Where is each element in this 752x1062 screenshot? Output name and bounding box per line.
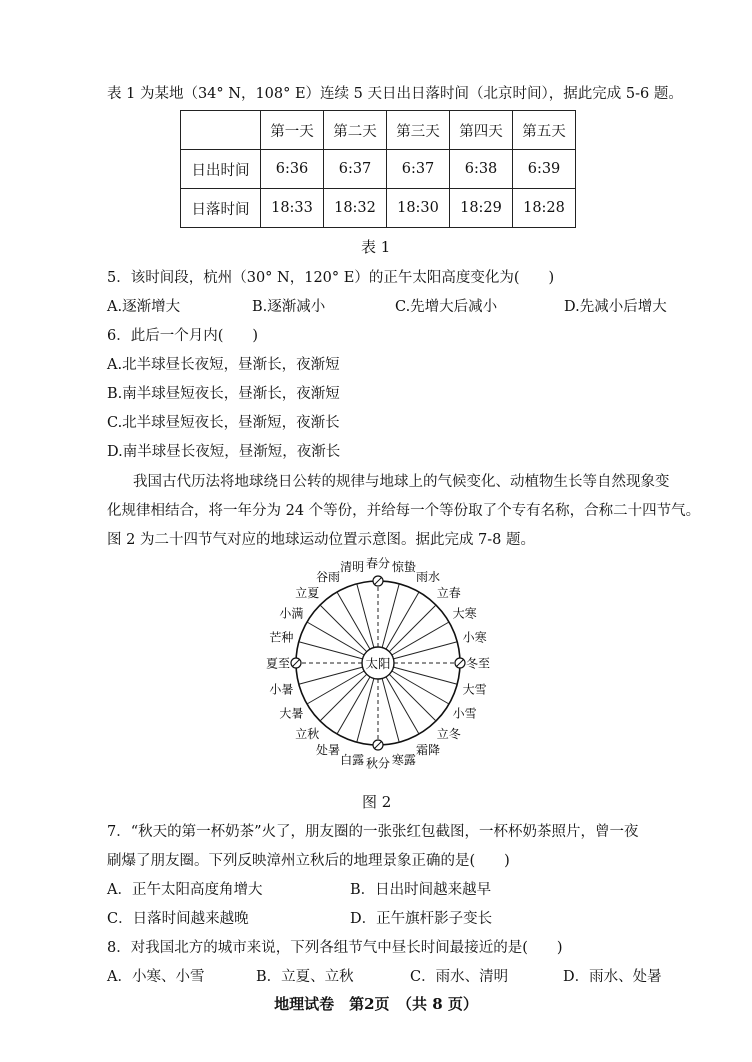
table-cell: 6:36 [261,150,324,189]
solar-terms-diagram [240,555,520,775]
table-row-label: 日落时间 [181,189,261,228]
solar-term-label: 白露 [340,753,365,768]
solar-term-label: 大寒 [452,606,477,621]
solar-term-label: 大雪 [462,682,487,697]
solar-term-label: 寒露 [391,753,416,768]
term-spoke [392,622,449,655]
question-5-option-d: D.先减小后增大 [564,299,667,315]
solar-term-label: 芒种 [269,630,294,645]
sunrise-sunset-table [180,110,576,228]
question-8-option-c: C．雨水、清明 [410,969,509,985]
figure-caption: 图 2 [362,793,392,811]
question-5-option-c: C.先增大后减小 [395,299,498,315]
term-spoke [382,584,399,648]
table-header-cell: 第一天 [261,111,324,150]
solar-term-label: 大暑 [279,706,304,721]
term-spoke [382,678,399,742]
question-5-option-b: B.逐渐减小 [252,299,326,315]
term-spoke [357,678,374,742]
intro-figure-line-2: 化规律相结合，将一年分为 24 个等份，并给每一个等份取了个专有名称，合称二十四节气。 [107,503,701,519]
term-spoke [386,592,419,649]
question-7-option-c: C．日落时间越来越晚 [107,911,249,927]
term-spoke [299,667,363,684]
question-8-stem: 8．对我国北方的城市来说，下列各组节气中昼长时间最接近的是( ) [107,940,563,956]
question-7-line-2: 刷爆了朋友圈。下列反映漳州立秋后的地理景象正确的是( ) [107,853,510,869]
solar-term-label: 春分 [365,556,391,571]
term-spoke [393,667,457,684]
term-spoke [299,642,363,659]
question-7-line-1: 7．“秋天的第一杯奶茶”火了，朋友圈的一张张红包截图，一杯杯奶茶照片，曾一夜 [107,824,639,840]
question-8-option-b: B．立夏、立秋 [256,969,354,985]
intro-table: 表 1 为某地（34° N，108° E）连续 5 天日出日落时间（北京时间），据此完成 5-6 题。 [107,86,683,102]
question-7-option-d: D．正午旗杆影子变长 [350,911,493,927]
solar-term-label: 夏至 [265,656,291,671]
table-cell: 18:28 [513,189,576,228]
solar-term-label: 霜降 [415,743,441,758]
question-8-option-a: A．小寒、小雪 [107,969,205,985]
table-cell: 18:30 [387,189,450,228]
table-row [181,189,576,228]
table-header-cell [181,111,261,150]
solar-term-label: 惊蛰 [391,559,416,574]
table-header-cell: 第二天 [324,111,387,150]
table-caption: 表 1 [361,238,391,256]
table-cell: 6:39 [513,150,576,189]
term-spoke [389,605,436,652]
table-header-row [181,111,576,150]
question-6-option-d: D.南半球昼长夜短，昼渐短，夜渐长 [107,444,341,460]
term-spoke [389,674,436,721]
table-header-cell: 第四天 [450,111,513,150]
solar-term-label: 小寒 [462,630,487,645]
solar-term-label: 小暑 [269,682,294,697]
question-6-option-c: C.北半球昼短夜长，昼渐短，夜渐长 [107,415,340,431]
solar-term-label: 立秋 [295,727,320,742]
table-header-cell: 第五天 [513,111,576,150]
table-cell: 6:37 [324,150,387,189]
table-row [181,150,576,189]
term-spoke [393,642,457,659]
term-spoke [357,584,374,648]
term-spoke [320,674,367,721]
term-spoke [307,671,364,704]
solar-term-label: 立冬 [436,727,461,742]
sun-label: 太阳 [365,656,391,671]
question-6-option-b: B.南半球昼短夜长，昼渐长，夜渐短 [107,386,340,402]
solar-term-label: 雨水 [415,569,441,584]
term-spoke [337,677,370,734]
question-5-stem: 5．该时间段，杭州（30° N，120° E）的正午太阳高度变化为( ) [107,270,555,286]
question-7-option-b: B．日出时间越来越早 [350,882,492,898]
term-spoke [307,622,364,655]
table-row-label: 日出时间 [181,150,261,189]
table-cell: 6:37 [387,150,450,189]
table-cell: 18:33 [261,189,324,228]
question-8-option-d: D．雨水、处暑 [563,969,662,985]
solar-term-label: 小满 [279,606,304,621]
question-7-option-a: A．正午太阳高度角增大 [107,882,263,898]
solar-term-label: 小雪 [452,706,477,721]
term-spoke [320,605,367,652]
solar-term-label: 冬至 [465,656,491,671]
table-header-cell: 第三天 [387,111,450,150]
table-cell: 6:38 [450,150,513,189]
term-spoke [392,671,449,704]
solar-term-label: 立春 [436,585,461,600]
solar-term-label: 处暑 [315,743,341,758]
solar-term-label: 谷雨 [315,569,341,584]
table-cell: 18:29 [450,189,513,228]
question-6-option-a: A.北半球昼长夜短，昼渐长，夜渐短 [107,357,340,373]
question-6-stem: 6．此后一个月内( ) [107,328,259,344]
solar-term-label: 秋分 [365,756,391,771]
solar-term-label: 清明 [340,559,365,574]
intro-figure-line-1: 我国古代历法将地球绕日公转的规律与地球上的气候变化、动植物生长等自然现象变 [133,474,670,490]
question-5-option-a: A.逐渐增大 [107,299,181,315]
table-cell: 18:32 [324,189,387,228]
page-footer: 地理试卷 第2页 （共 8 页） [274,995,478,1013]
solar-term-label: 立夏 [295,585,320,600]
intro-figure-line-3: 图 2 为二十四节气对应的地球运动位置示意图。据此完成 7-8 题。 [107,532,536,548]
term-spoke [386,677,419,734]
term-spoke [337,592,370,649]
